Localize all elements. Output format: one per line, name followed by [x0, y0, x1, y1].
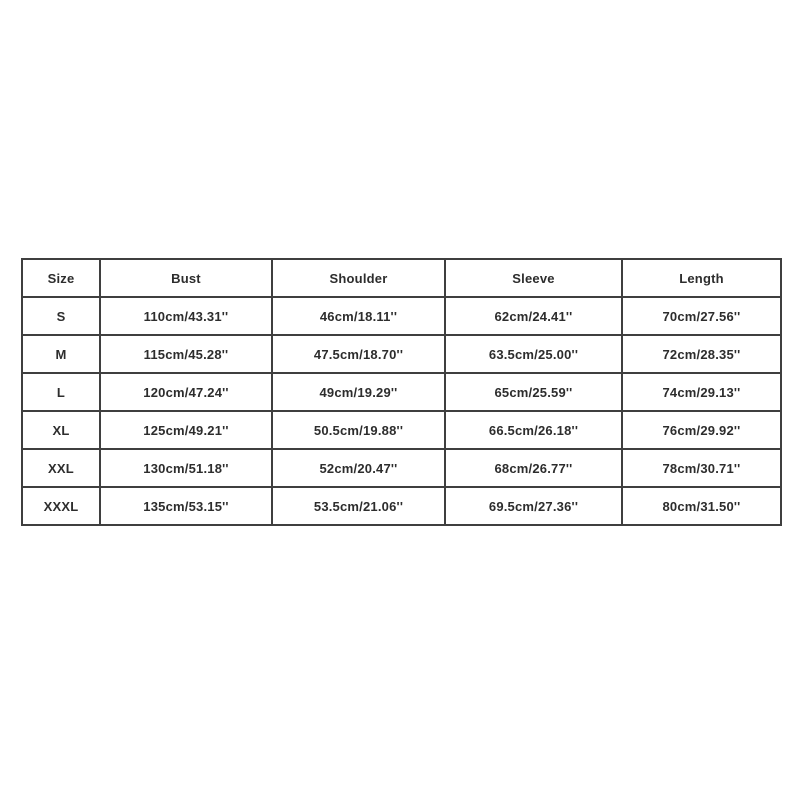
measurement-cell: 70cm/27.56'': [622, 297, 781, 335]
measurement-cell: 115cm/45.28'': [100, 335, 272, 373]
table-row: [22, 487, 781, 525]
measurement-cell: 47.5cm/18.70'': [272, 335, 445, 373]
measurement-cell: 130cm/51.18'': [100, 449, 272, 487]
table-row: [22, 449, 781, 487]
measurement-cell: 74cm/29.13'': [622, 373, 781, 411]
size-cell: L: [22, 373, 100, 411]
size-cell: XL: [22, 411, 100, 449]
measurement-cell: 110cm/43.31'': [100, 297, 272, 335]
measurement-cell: 53.5cm/21.06'': [272, 487, 445, 525]
measurement-cell: 52cm/20.47'': [272, 449, 445, 487]
size-cell: XXXL: [22, 487, 100, 525]
column-header-shoulder: Shoulder: [272, 259, 445, 297]
measurement-cell: 135cm/53.15'': [100, 487, 272, 525]
measurement-cell: 120cm/47.24'': [100, 373, 272, 411]
table-row: [22, 297, 781, 335]
column-header-bust: Bust: [100, 259, 272, 297]
measurement-cell: 78cm/30.71'': [622, 449, 781, 487]
table-row: [22, 335, 781, 373]
measurement-cell: 66.5cm/26.18'': [445, 411, 622, 449]
measurement-cell: 50.5cm/19.88'': [272, 411, 445, 449]
size-chart-table: [21, 258, 782, 526]
measurement-cell: 80cm/31.50'': [622, 487, 781, 525]
size-chart-table-container: [21, 258, 780, 526]
measurement-cell: 62cm/24.41'': [445, 297, 622, 335]
measurement-cell: 46cm/18.11'': [272, 297, 445, 335]
measurement-cell: 76cm/29.92'': [622, 411, 781, 449]
measurement-cell: 49cm/19.29'': [272, 373, 445, 411]
size-cell: XXL: [22, 449, 100, 487]
table-row: [22, 373, 781, 411]
table-row: [22, 411, 781, 449]
measurement-cell: 125cm/49.21'': [100, 411, 272, 449]
measurement-cell: 63.5cm/25.00'': [445, 335, 622, 373]
column-header-size: Size: [22, 259, 100, 297]
measurement-cell: 69.5cm/27.36'': [445, 487, 622, 525]
column-header-sleeve: Sleeve: [445, 259, 622, 297]
measurement-cell: 72cm/28.35'': [622, 335, 781, 373]
column-header-length: Length: [622, 259, 781, 297]
table-header-row: [22, 259, 781, 297]
size-cell: M: [22, 335, 100, 373]
measurement-cell: 68cm/26.77'': [445, 449, 622, 487]
size-cell: S: [22, 297, 100, 335]
measurement-cell: 65cm/25.59'': [445, 373, 622, 411]
